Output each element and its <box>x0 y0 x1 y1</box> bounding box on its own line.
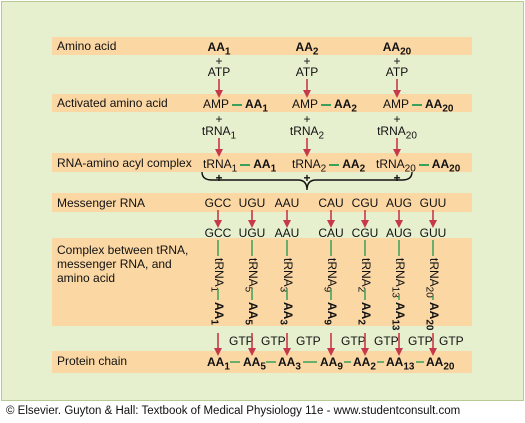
plus-sign: + <box>215 112 223 126</box>
vertical-aa5: $AA_5$ <box>242 302 260 325</box>
chain-aa20: $AA_{20}$ <box>426 355 455 373</box>
chain-aa13: $AA_{13}$ <box>386 355 415 373</box>
plus-sign: + <box>215 54 223 68</box>
atp-label: ATP <box>385 65 409 79</box>
plus-sign: + <box>303 112 311 126</box>
arrows <box>218 79 433 352</box>
vertical-trna9: tRNA$_9$ <box>321 258 339 293</box>
codon-guu: GUU <box>419 196 447 210</box>
row-label-protein-chain: Protein chain <box>57 354 128 368</box>
green-links <box>218 240 433 362</box>
vertical-trna1: tRNA$_1$ <box>208 258 226 293</box>
atp-label: ATP <box>295 65 319 79</box>
codon-aau-complex: AAU <box>274 226 300 240</box>
codon-guu-complex: GUU <box>419 226 447 240</box>
vertical-aa3: $AA_3$ <box>277 302 295 325</box>
codon-aau: AAU <box>274 196 300 210</box>
row-label-messenger-rna: Messenger RNA <box>57 196 146 210</box>
vertical-aa13: $AA_{13}$ <box>389 302 407 331</box>
amp-aa2: AMP $AA_2$ <box>292 97 357 115</box>
trna20-label: tRNA$_{20}$ <box>377 124 417 142</box>
row-label-activated-amino-acid: Activated amino acid <box>57 96 168 110</box>
chain-aa9: $AA_9$ <box>320 355 343 373</box>
plus-sign: + <box>215 171 223 185</box>
copyright-footer: © Elsevier. Guyton & Hall: Textbook of Medical Physiology 11e - www.studentconsult.com <box>6 405 461 417</box>
codon-gcc: GCC <box>204 196 232 210</box>
vertical-trna13: tRNA$_{13}$ <box>389 258 407 298</box>
row-label-complex-line-2: messenger RNA, and <box>57 257 172 271</box>
codon-aug: AUG <box>385 196 413 210</box>
row-label-rna-amino-acyl-complex: RNA-amino acyl complex <box>57 156 192 170</box>
plus-sign: + <box>303 54 311 68</box>
vertical-trna5: tRNA$_5$ <box>242 258 260 293</box>
vertical-trna3: tRNA$_3$ <box>277 258 295 293</box>
grouping-brace <box>202 172 412 190</box>
codon-gcc-complex: GCC <box>204 226 232 240</box>
codon-ugu-complex: UGU <box>238 226 266 240</box>
gtp-label: GTP <box>296 334 321 348</box>
codon-cgu-complex: CGU <box>351 226 379 240</box>
trna1-label: tRNA$_1$ <box>201 124 237 142</box>
vertical-trna2: tRNA$_2$ <box>355 258 373 293</box>
amino-acid-aa20: $AA_{20}$ <box>382 40 412 58</box>
gtp-label: GTP <box>374 334 399 348</box>
gtp-label: GTP <box>341 334 366 348</box>
vertical-trna20: tRNA$_{20}$ <box>423 258 441 298</box>
gtp-label: GTP <box>439 334 464 348</box>
trna2-aa2-complex: tRNA$_2$ $AA_2$ <box>292 157 366 175</box>
codon-cau-complex: CAU <box>318 226 344 240</box>
trna1-aa1-complex: tRNA$_1$ $AA_1$ <box>203 157 277 175</box>
amino-acid-aa2: $AA_2$ <box>295 40 319 58</box>
vertical-aa9: $AA_9$ <box>321 302 339 325</box>
chain-aa3: $AA_3$ <box>278 355 301 373</box>
amino-acid-aa1: $AA_1$ <box>207 40 231 58</box>
gtp-label: GTP <box>408 334 433 348</box>
row-label-amino-acid: Amino acid <box>57 39 117 53</box>
gtp-label: GTP <box>261 334 286 348</box>
codon-cgu: CGU <box>351 196 379 210</box>
plus-sign: + <box>393 54 401 68</box>
chain-aa2: $AA_2$ <box>353 355 376 373</box>
row-label-complex-line-1: Complex between tRNA, <box>57 243 189 257</box>
amp-aa20: AMP $AA_{20}$ <box>383 97 454 115</box>
codon-cau: CAU <box>318 196 344 210</box>
plus-sign: + <box>393 112 401 126</box>
vertical-aa20: $AA_{20}$ <box>423 302 441 331</box>
trna2-label: tRNA$_2$ <box>289 124 325 142</box>
vertical-aa2: $AA_2$ <box>355 302 373 325</box>
plus-sign: + <box>303 171 311 185</box>
chain-aa1: $AA_1$ <box>207 355 230 373</box>
codon-aug-complex: AUG <box>385 226 413 240</box>
codon-ugu: UGU <box>238 196 266 210</box>
atp-label: ATP <box>207 65 231 79</box>
vertical-aa1: $AA_1$ <box>208 302 226 325</box>
chain-aa5: $AA_5$ <box>243 355 266 373</box>
plus-sign: + <box>393 171 401 185</box>
gtp-label: GTP <box>229 334 254 348</box>
row-label-complex-line-3: amino acid <box>57 271 116 285</box>
amp-aa1: AMP $AA_1$ <box>203 97 268 115</box>
trna20-aa20-complex: tRNA$_{20}$ $AA_{20}$ <box>376 157 461 175</box>
